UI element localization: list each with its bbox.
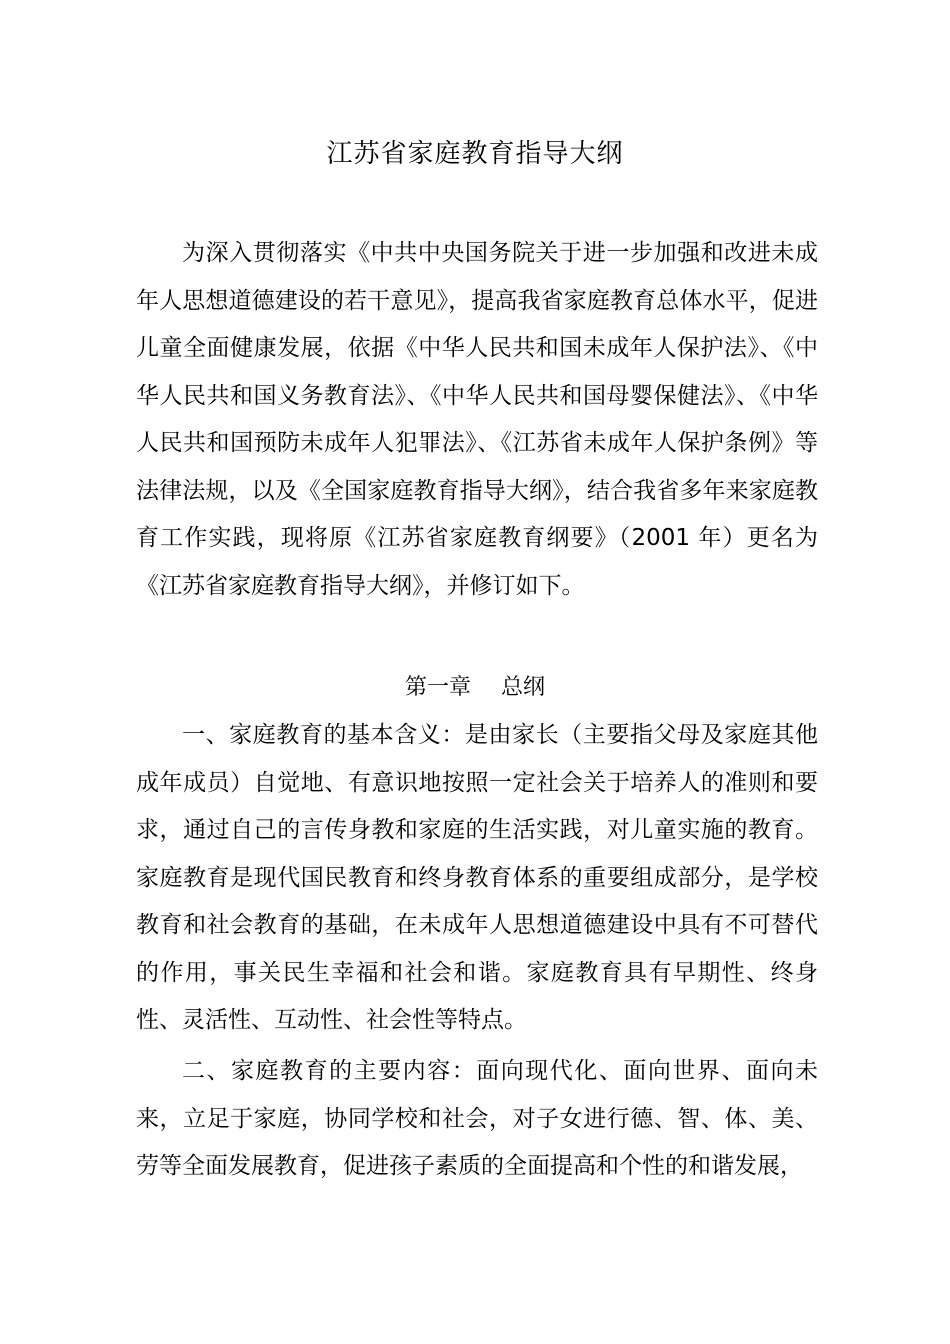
preamble-paragraph: 为深入贯彻落实《中共中央国务院关于进一步加强和改进未成年人思想道德建设的若干意见》，提高我省家庭教育总体水平，促进儿童全面健康发展，依据《中华人民共和国未成年人保护法》、《中华人民共和国义务教育法》、《中华人民共和国母婴保健法》、《中华人民共和国预防未成年人犯罪法》、《江苏省未成年人保护条例》等法律法规，以及《全国家庭教育指导大纲》，结合我省多年来家庭教育工作实践，现将原《江苏省家庭教育纲要》（2001 年）更名为《江苏省家庭教育指导大纲》，并修订如下。 xyxy=(136,240,818,599)
chapter-name: 总纲 xyxy=(501,675,546,700)
section-paragraph-1: 一、家庭教育的基本含义：是由家长（主要指父母及家庭其他成年成员）自觉地、有意识地按照一定社会关于培养人的准则和要求，通过自己的言传身教和家庭的生活实践，对儿童实施的教育。家庭教育是现代国民教育和终身教育体系的重要组成部分，是学校教育和社会教育的基础，在未成年人思想道德建设中具有不可替代的作用，事关民生幸福和社会和谐。家庭教育具有早期性、终身性、灵活性、互动性、社会性等特点。 xyxy=(136,722,818,1033)
chapter-heading xyxy=(0,668,950,708)
section-paragraph-2: 二、家庭教育的主要内容：面向现代化、面向世界、面向未来，立足于家庭，协同学校和社会，对子女进行德、智、体、美、劳等全面发展教育，促进孩子素质的全面提高和个性的和谐发展， xyxy=(136,1058,818,1179)
document-title: 江苏省家庭教育指导大纲 xyxy=(326,139,624,169)
chapter-number: 第一章 xyxy=(404,675,471,700)
